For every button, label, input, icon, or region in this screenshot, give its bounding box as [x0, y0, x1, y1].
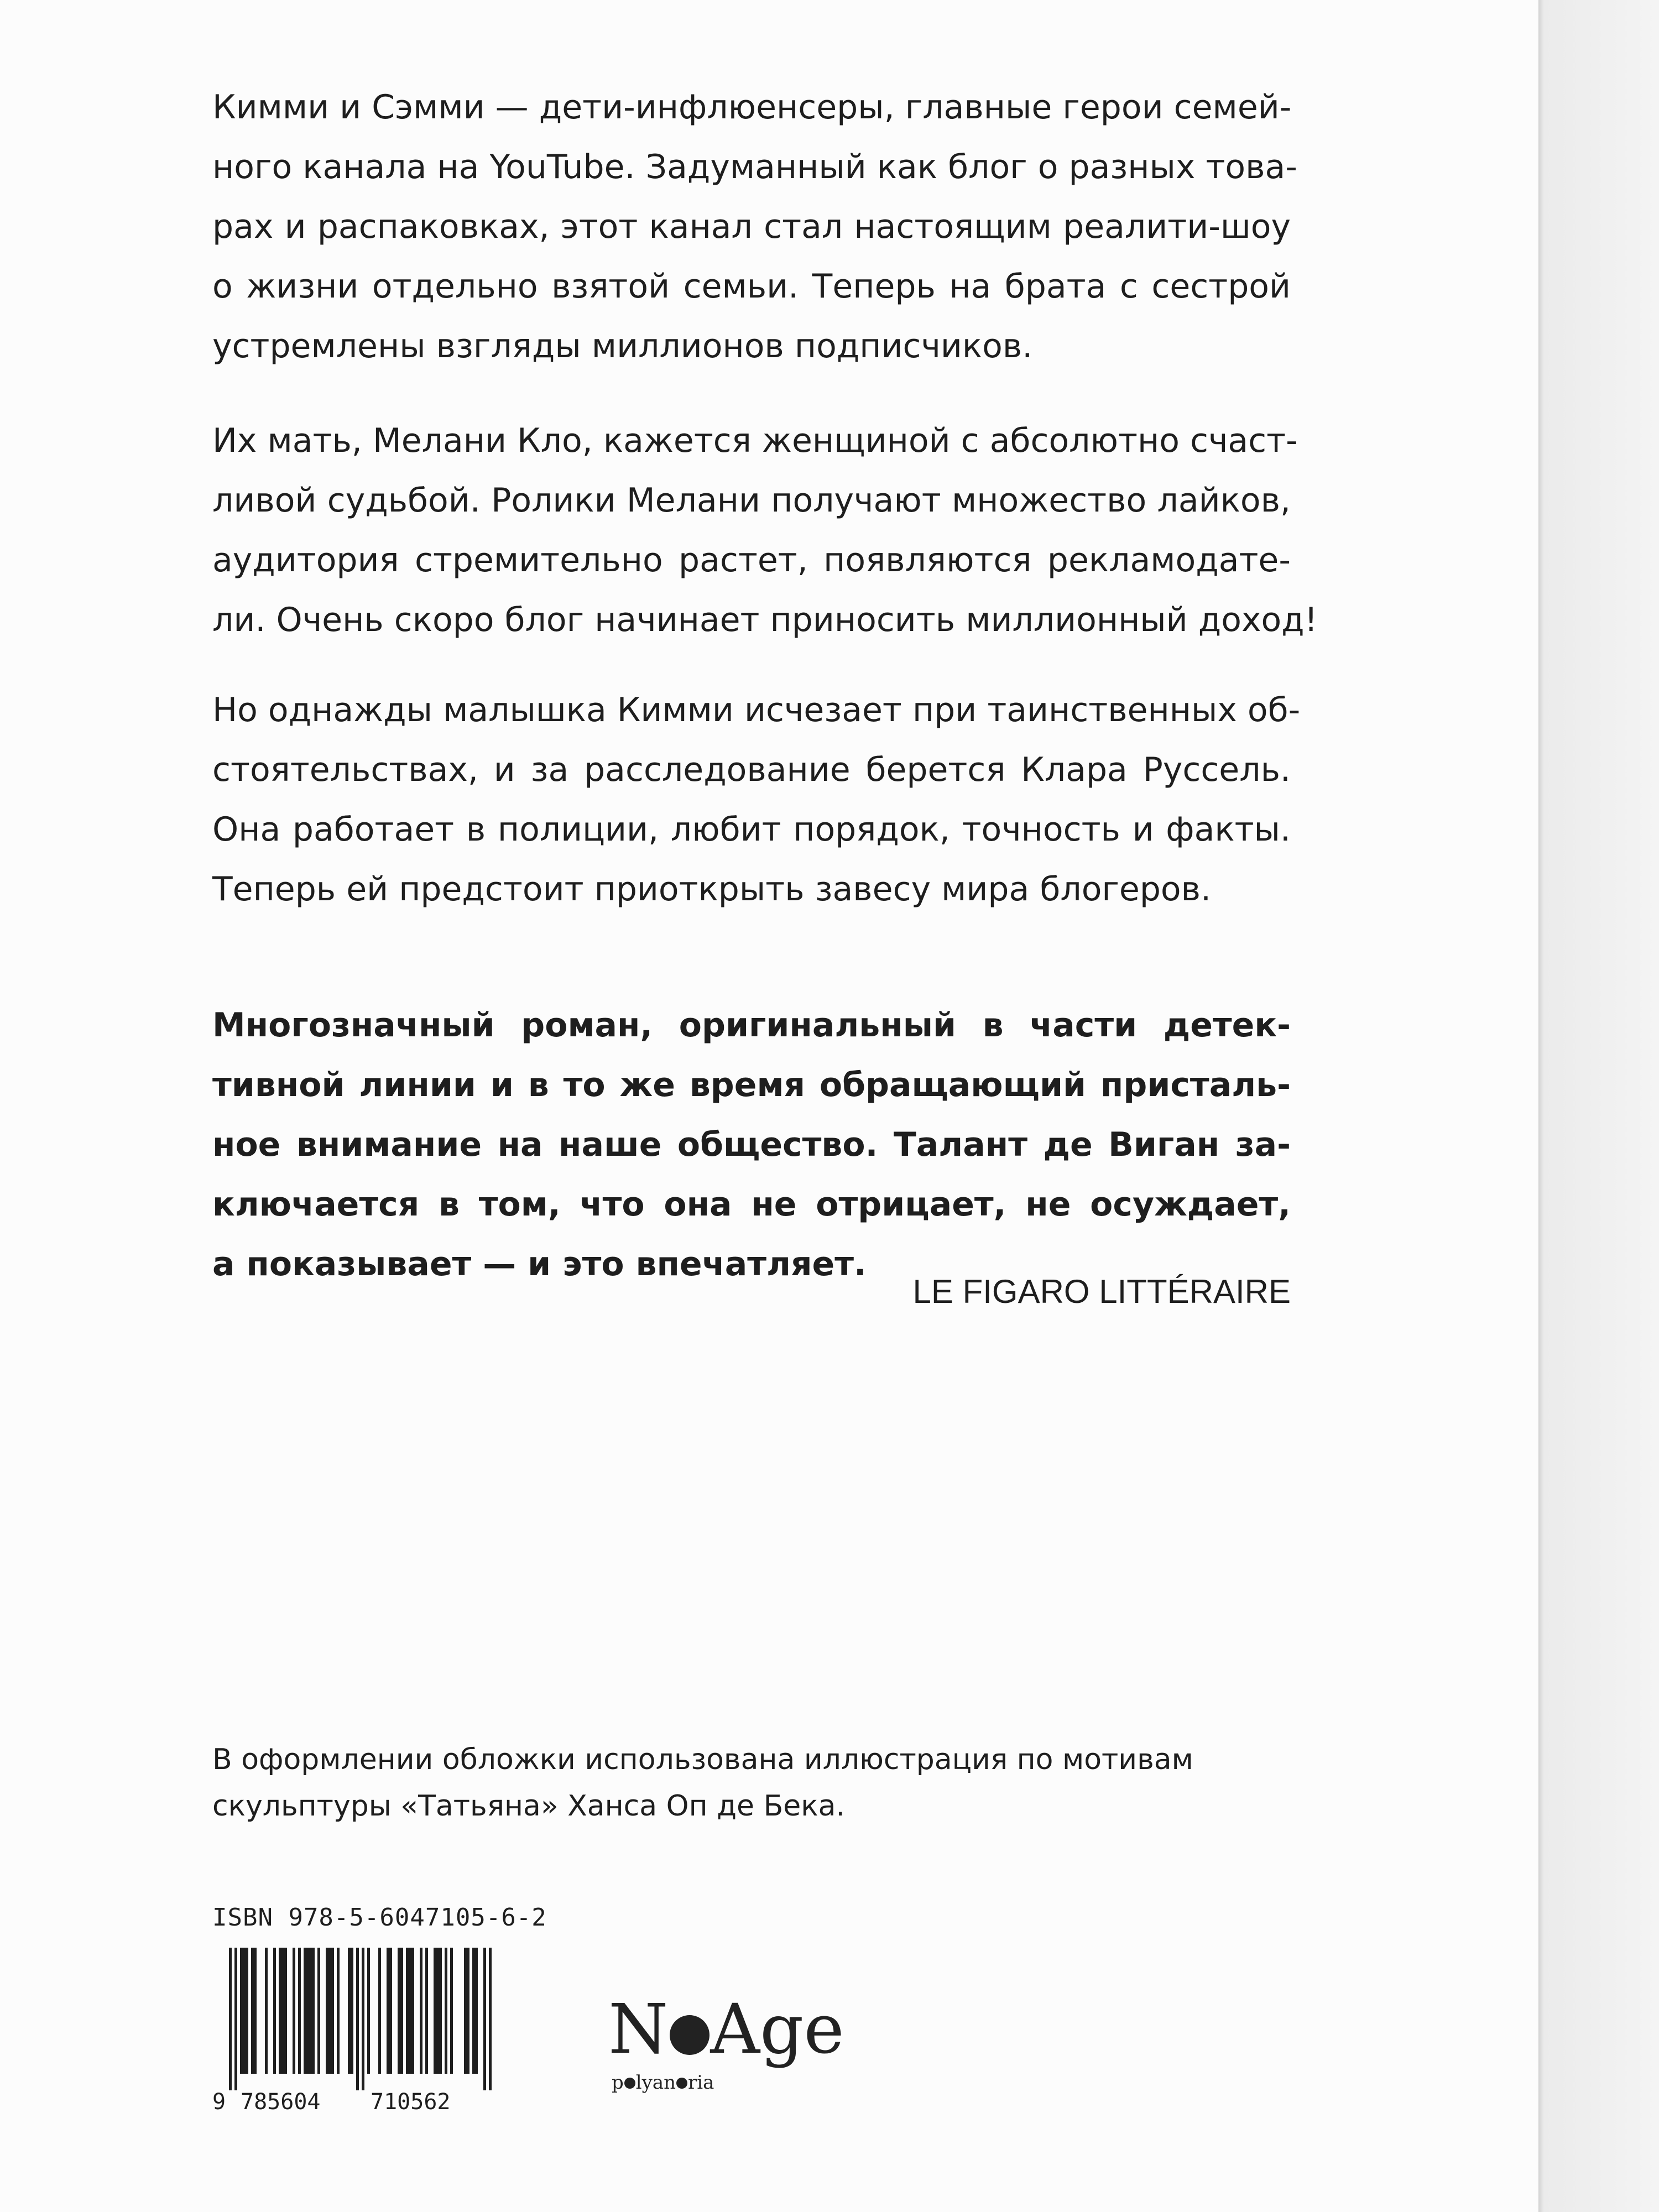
review-source: LE FIGARO LITTÉRAIRE [912, 1273, 1291, 1310]
barcode-bar [389, 1948, 392, 2074]
barcode-bar [265, 1948, 268, 2074]
text-line: аудитория стремительно растет, появляются рекламодате- [212, 541, 1291, 580]
text-line: стоятельствах, и за расследование берется Клара Руссель. [212, 750, 1291, 789]
barcode-bar [304, 1948, 306, 2074]
barcode-bar [409, 1948, 411, 2074]
barcode-bar [331, 1948, 334, 2074]
barcode-bar [246, 1948, 248, 2074]
barcode-bar [317, 1948, 320, 2074]
spine-edge [1538, 0, 1659, 2212]
barcode-bar [489, 1948, 492, 2090]
barcode-bar [284, 1948, 287, 2074]
barcode-bar [309, 1948, 312, 2074]
barcode-bar [387, 1948, 389, 2074]
text-line: ливой судьбой. Ролики Мелани получают множество лайков, [212, 481, 1291, 520]
barcode-bar [306, 1948, 309, 2074]
barcode-bar [229, 1948, 232, 2090]
barcode-bar [293, 1948, 295, 2074]
quote-line: ное внимание на наше общество. Талант де Виган за- [212, 1125, 1291, 1164]
credit-line: скульптуры «Татьяна» Ханса Оп де Бека. [212, 1790, 846, 1823]
barcode-bar [356, 1948, 359, 2090]
text-line: Она работает в полиции, любит порядок, точность и факты. [212, 810, 1291, 849]
barcode-bar [337, 1948, 340, 2074]
quote-line: а показывает — и это впечатляет. [212, 1245, 867, 1284]
barcode-bar [234, 1948, 237, 2090]
imprint-name: p lyan ria [612, 2072, 714, 2094]
barcode-digits: 710562 [371, 2089, 451, 2114]
barcode-bar [348, 1948, 351, 2074]
text-line: рах и распаковках, этот канал стал настоящим реалити-шоу [212, 207, 1291, 246]
quote-line: Многозначный роман, оригинальный в части детек- [212, 1006, 1291, 1045]
credit-line: В оформлении обложки использована иллюстрация по мотивам [212, 1743, 1193, 1776]
barcode-bar [467, 1948, 469, 2074]
quote-line: ключается в том, что она не отрицает, не осуждает, [212, 1185, 1291, 1224]
text-line: Теперь ей предстоит приоткрыть завесу мира блогеров. [212, 870, 1212, 909]
barcode-bar [475, 1948, 478, 2074]
barcode-bar [450, 1948, 453, 2074]
synopsis-paragraph-3 [212, 680, 1301, 919]
barcode-bar [298, 1948, 301, 2074]
review-quote [212, 995, 1291, 1294]
barcode-bar [472, 1948, 475, 2074]
synopsis-paragraph-2 [212, 411, 1318, 650]
isbn-barcode [212, 1948, 522, 2114]
barcode-digits: 785604 [241, 2089, 321, 2114]
text-line: ли. Очень скоро блог начинает приносить миллионный доход! [212, 601, 1318, 639]
cover-credit [212, 1736, 1291, 1829]
barcode-bar [378, 1948, 381, 2074]
text-line: Их мать, Мелани Кло, кажется женщиной с абсолютно счаст- [212, 421, 1298, 460]
publisher-logo [608, 1991, 863, 2101]
barcode-bar [425, 1948, 428, 2074]
logo-wordmark: N Age [608, 1990, 844, 2069]
barcode-bar [367, 1948, 370, 2074]
barcode-bar [398, 1948, 400, 2074]
synopsis-paragraph-1 [212, 77, 1297, 376]
text-line: ного канала на YouTube. Задуманный как блог о разных това- [212, 148, 1297, 186]
barcode-bar [406, 1948, 409, 2074]
barcode-bar [279, 1948, 281, 2074]
barcode-bar [400, 1948, 403, 2074]
barcode-bar [362, 1948, 364, 2090]
barcode-bar [411, 1948, 414, 2074]
barcode-bar [464, 1948, 467, 2074]
logo-dot [670, 2015, 709, 2055]
barcode-bar [436, 1948, 439, 2074]
barcode-bar [251, 1948, 254, 2074]
barcode-bar [312, 1948, 315, 2074]
barcode-bar [420, 1948, 422, 2074]
barcode-bar [240, 1948, 243, 2074]
barcode-bar [281, 1948, 284, 2074]
text-line: Но однажды малышка Кимми исчезает при таинственных об- [212, 691, 1301, 729]
isbn-label: ISBN 978-5-6047105-6-2 [212, 1903, 547, 1932]
barcode-bar [326, 1948, 328, 2074]
barcode-bar [254, 1948, 257, 2074]
barcode-graphic [212, 1948, 522, 2114]
text-line: Кимми и Сэмми — дети-инфлюенсеры, главные герои семей- [212, 88, 1292, 127]
barcode-bar [439, 1948, 442, 2074]
text-line: о жизни отдельно взятой семьи. Теперь на брата с сестрой [212, 267, 1291, 306]
barcode-bar [328, 1948, 331, 2074]
barcode-bar [243, 1948, 246, 2074]
barcode-bar [445, 1948, 447, 2074]
quote-line: тивной линии и в то же время обращающий присталь- [212, 1066, 1291, 1104]
barcode-bar [273, 1948, 276, 2074]
text-line: устремлены взгляды миллионов подписчиков. [212, 327, 1033, 366]
barcode-digits: 9 [212, 2089, 226, 2114]
barcode-bar [483, 1948, 486, 2090]
barcode-bar [351, 1948, 353, 2074]
barcode-bar [434, 1948, 436, 2074]
